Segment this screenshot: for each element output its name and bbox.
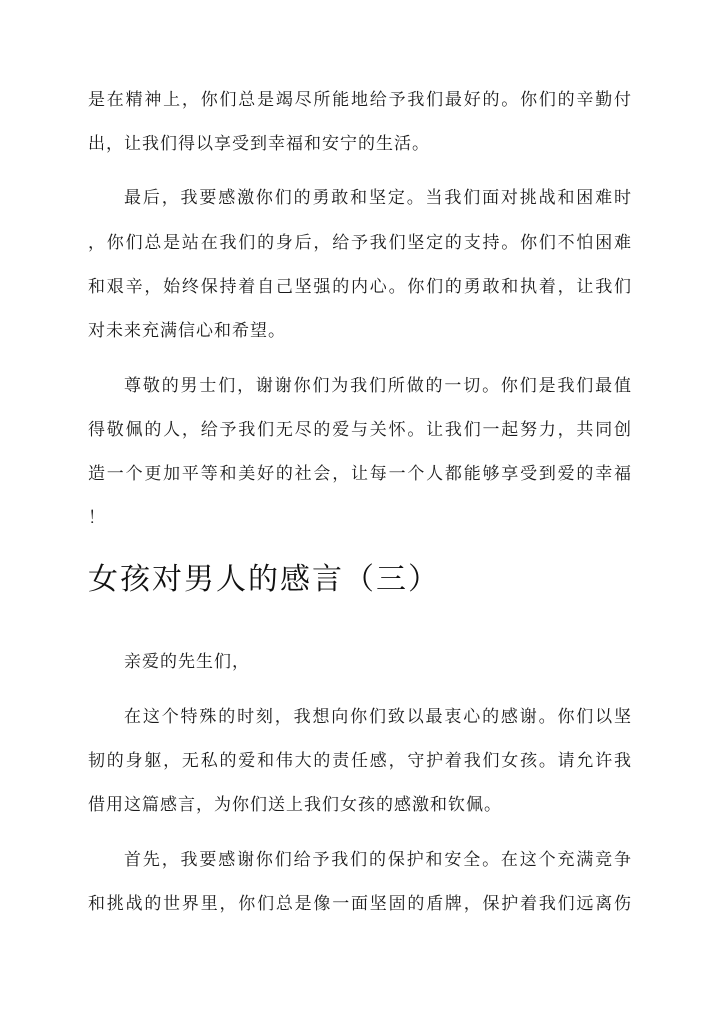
section-paragraph-3-line-1: 首先，我要感谢你们给予我们的保护和安全。在这个充满竞争 — [124, 850, 632, 870]
paragraph-3-line-4: ！ — [88, 508, 106, 528]
paragraph-3-line-1: 尊敬的男士们，谢谢你们为我们所做的一切。你们是我们最值 — [124, 376, 632, 396]
paragraph-3-line-2: 得敬佩的人，给予我们无尽的爱与关怀。让我们一起努力，共同创 — [88, 420, 632, 440]
section-paragraph-3-line-2: 和挑战的世界里，你们总是像一面坚固的盾牌，保护着我们远离伤 — [88, 894, 632, 914]
section-heading: 女孩对男人的感言（三） — [88, 562, 440, 597]
paragraph-2-line-4: 对未来充满信心和希望。 — [88, 321, 286, 341]
paragraph-2-line-1: 最后，我要感激你们的勇敢和坚定。当我们面对挑战和困难时 — [124, 188, 632, 208]
section-paragraph-2-line-1: 在这个特殊的时刻，我想向你们致以最衷心的感谢。你们以坚 — [124, 707, 632, 727]
paragraph-1-line-1: 是在精神上，你们总是竭尽所能地给予我们最好的。你们的辛勤付 — [88, 90, 632, 110]
paragraph-1-line-2: 出，让我们得以享受到幸福和安宁的生活。 — [88, 134, 430, 154]
section-paragraph-2-line-3: 借用这篇感言，为你们送上我们女孩的感激和钦佩。 — [88, 795, 502, 815]
paragraph-2-line-2: ，你们总是站在我们的身后，给予我们坚定的支持。你们不怕困难 — [88, 233, 632, 253]
section-paragraph-1-line-1: 亲爱的先生们， — [124, 652, 250, 672]
section-paragraph-2-line-2: 韧的身躯，无私的爱和伟大的责任感，守护着我们女孩。请允许我 — [88, 751, 632, 771]
paragraph-2-line-3: 和艰辛，始终保持着自己坚强的内心。你们的勇敢和执着，让我们 — [88, 277, 632, 297]
paragraph-3-line-3: 造一个更加平等和美好的社会，让每一个人都能够享受到爱的幸福 — [88, 464, 632, 484]
